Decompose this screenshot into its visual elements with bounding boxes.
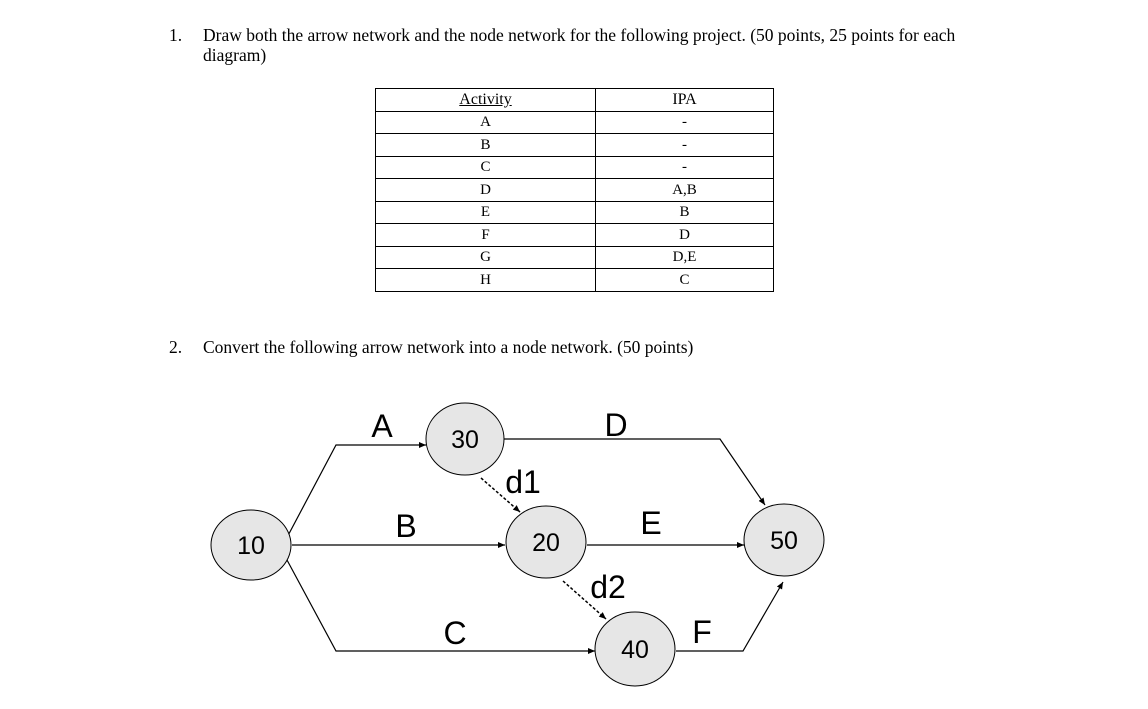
activity-cell: H xyxy=(376,269,596,292)
question-2-number: 2. xyxy=(169,337,183,357)
question-1-number: 1. xyxy=(169,25,183,45)
activity-cell: C xyxy=(376,156,596,179)
ipa-cell: D,E xyxy=(596,246,774,269)
activity-label-c: C xyxy=(443,615,467,651)
node-10-label: 10 xyxy=(237,532,265,560)
question-1-line-2: diagram) xyxy=(203,45,267,65)
node-40-label: 40 xyxy=(621,636,649,664)
activity-label-f: F xyxy=(692,614,712,650)
activity-cell: D xyxy=(376,179,596,202)
arrow-d xyxy=(504,439,765,505)
activity-label-d: D xyxy=(604,407,628,443)
node-30-label: 30 xyxy=(451,426,479,454)
node-30 xyxy=(426,403,504,475)
question-1-line-1: Draw both the arrow network and the node network for the following project. (50 points, 25 points for each xyxy=(203,25,956,45)
node-50-label: 50 xyxy=(770,527,798,555)
ipa-cell: - xyxy=(596,156,774,179)
ipa-cell: B xyxy=(596,201,774,224)
activity-cell: G xyxy=(376,246,596,269)
activity-cell: A xyxy=(376,111,596,134)
ipa-cell: - xyxy=(596,111,774,134)
header-ipa: IPA xyxy=(596,89,774,112)
node-10 xyxy=(211,510,291,580)
ipa-cell: D xyxy=(596,224,774,247)
node-20-label: 20 xyxy=(532,529,560,557)
dummy-label-d1: d1 xyxy=(505,464,541,500)
header-activity: Activity xyxy=(376,89,596,112)
node-40 xyxy=(595,612,675,686)
activity-cell: E xyxy=(376,201,596,224)
node-20 xyxy=(506,506,586,578)
ipa-cell: - xyxy=(596,134,774,157)
ipa-cell: C xyxy=(596,269,774,292)
activity-label-b: B xyxy=(395,508,417,544)
activity-label-e: E xyxy=(640,505,662,541)
activity-cell: F xyxy=(376,224,596,247)
ipa-cell: A,B xyxy=(596,179,774,202)
dummy-label-d2: d2 xyxy=(590,569,626,605)
node-50 xyxy=(744,504,824,576)
activity-cell: B xyxy=(376,134,596,157)
question-2-text: Convert the following arrow network into a node network. (50 points) xyxy=(203,337,694,357)
activity-label-a: A xyxy=(371,408,393,444)
